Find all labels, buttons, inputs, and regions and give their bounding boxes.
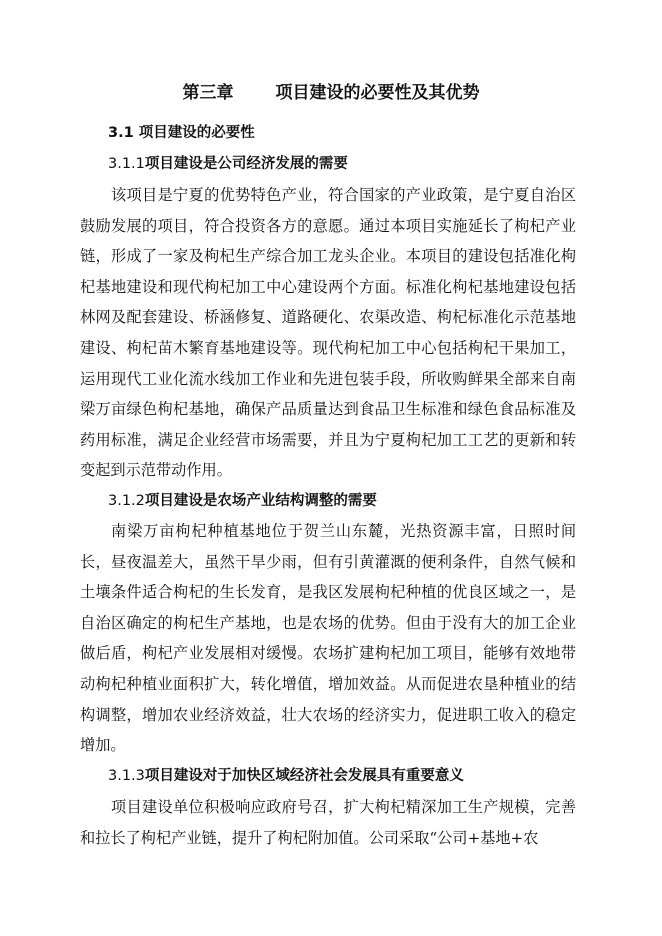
subsection-title: 项目建设对于加快区域经济社会发展具有重要意义 bbox=[144, 768, 464, 784]
subsection-number: 3.1.3 bbox=[108, 768, 145, 784]
paragraph-1: 该项目是宁夏的优势特色产业，符合国家的产业政策，是宁夏自治区鼓励发展的项目，符合投资各方的意愿。通过本项目实施延长了枸杞产业链，形成了一家及枸杞生产综合加工龙头企业。本项目的建设包括准化枸杞基地建设和现代枸杞加工中心建设两个方面。标准化枸杞基地建设包括林网及配套建设、桥涵修复、道路硬化、农渠改造、枸杞标准化示范基地建设、枸杞苗木繁育基地建设等。现代枸杞加工中心包括枸杞干果加工，运用现代工业化流水线加工作业和先进包装手段，所收购鲜果全部来自南梁万亩绿色枸杞基地，确保产品质量达到食品卫生标准和绿色食品标准及药用标准，满足企业经营市场需要，并且为宁夏枸杞加工工艺的更新和转变起到示范带动作用。 bbox=[80, 186, 576, 480]
subsection-heading-1 bbox=[108, 152, 348, 173]
chapter-number: 第三章 bbox=[182, 83, 234, 103]
chapter-heading: 项目建设的必要性及其优势 bbox=[275, 83, 480, 103]
subsection-title: 项目建设是公司经济发展的需要 bbox=[144, 156, 348, 172]
paragraph-3: 项目建设单位积极响应政府号召，扩大枸杞精深加工生产规模，完善和拉长了枸杞产业链，提升了枸杞附加值。公司采取“公司+基地+农 bbox=[80, 798, 576, 847]
subsection-number: 3.1.2 bbox=[108, 493, 145, 509]
chapter-title bbox=[0, 78, 662, 103]
subsection-title: 项目建设是农场产业结构调整的需要 bbox=[144, 493, 377, 509]
subsection-number: 3.1.1 bbox=[108, 156, 145, 172]
subsection-heading-2 bbox=[108, 489, 377, 510]
section-heading: 3.1 项目建设的必要性 bbox=[108, 125, 255, 141]
paragraph-2: 南梁万亩枸杞种植基地位于贺兰山东麓，光热资源丰富，日照时间长，昼夜温差大，虽然干旱少雨，但有引黄灌溉的便利条件，自然气候和土壤条件适合枸杞的生长发育，是我区发展枸杞种植的优良区域之一，是自治区确定的枸杞生产基地，也是农场的优势。但由于没有大的加工企业做后盾，枸杞产业发展相对缓慢。农场扩建枸杞加工项目，能够有效地带动枸杞种植业面积扩大，转化增值，增加效益。从而促进农垦种植业的结构调整，增加农业经济效益，壮大农场的经济实力，促进职工收入的稳定增加。 bbox=[80, 522, 576, 755]
subsection-heading-3 bbox=[108, 764, 464, 785]
